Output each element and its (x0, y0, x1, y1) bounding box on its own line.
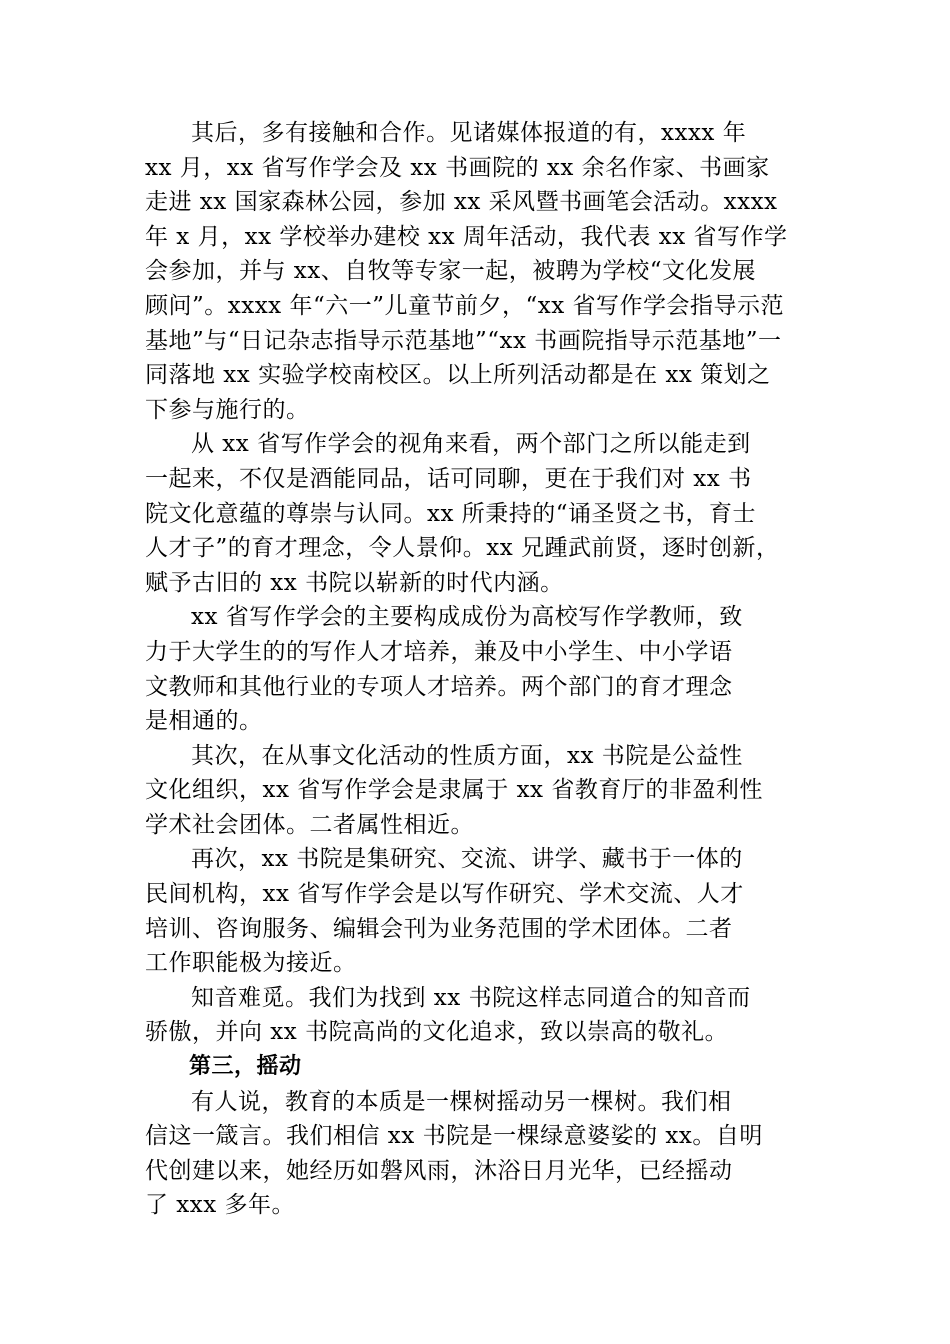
paragraph-society-composition: xx 省写作学会的主要构成成份为高校写作学教师，致 力于大学生的的写作人才培养，兼及中小学生、中小学语 文教师和其他行业的专项人才培养。两个部门的育才理念 是相通的。 (145, 604, 743, 735)
paragraph-collaboration-history: 其后，多有接触和合作。见诸媒体报道的有，xxxx 年 xx 月，xx 省写作学会及 xx 书画院的 xx 余名作家、书画家 走进 xx 国家森林公园，参加 xx 采风暨书画笔会活动。xxxx 年 x 月，xx 学校举办建校 xx 周年活动，我代表 xx 省写作学 会参加，并与 xx、自牧等专家一起，被聘为学校“文化发展 顾问”。xxxx 年“六一”儿童节前夕，“xx 省写作学会指导示范 基地”与“日记杂志指导示范基地”“xx 书画院指导示范基地”一 同落地 xx 实验学校南校区。以上所列活动都是在 xx 策划之 下参与施行的。 (145, 120, 788, 423)
paragraph-nature-comparison: 其次，在从事文化活动的性质方面，xx 书院是公益性 文化组织，xx 省写作学会是隶属于 xx 省教育厅的非盈利性 学术社会团体。二者属性相近。 (145, 742, 763, 838)
section-heading: 第三，摇动 (189, 1054, 302, 1080)
paragraph-perspective: 从 xx 省写作学会的视角来看，两个部门之所以能走到 一起来，不仅是酒能同品，话可同聊，更在于我们对 xx 书 院文化意蕴的尊崇与认同。xx 所秉持的“诵圣贤之书，育士 人才子”的育才理念，令人景仰。xx 兄踵武前贤，逐时创新， 赋予古旧的 xx 书院以崭新的时代内涵。 (145, 431, 780, 596)
paragraph-education-tree: 有人说，教育的本质是一棵树摇动另一棵树。我们相 信这一箴言。我们相信 xx 书院是一棵绿意婆娑的 xx。自明 代创建以来，她经历如磐风雨，沐浴日月光华，已经摇动 了 xxx 多年。 (145, 1088, 763, 1219)
paragraph-kindred-spirit: 知音难觅。我们为找到 xx 书院这样志同道合的知音而 骄傲，并向 xx 书院高尚的文化追求，致以崇高的敬礼。 (145, 984, 751, 1046)
document-body (145, 116, 813, 1223)
paragraph-function-comparison: 再次，xx 书院是集研究、交流、讲学、藏书于一体的 民间机构，xx 省写作学会是以写作研究、学术交流、人才 培训、咨询服务、编辑会刊为业务范围的学术团体。二者 工作职能极为接近。 (145, 846, 744, 977)
